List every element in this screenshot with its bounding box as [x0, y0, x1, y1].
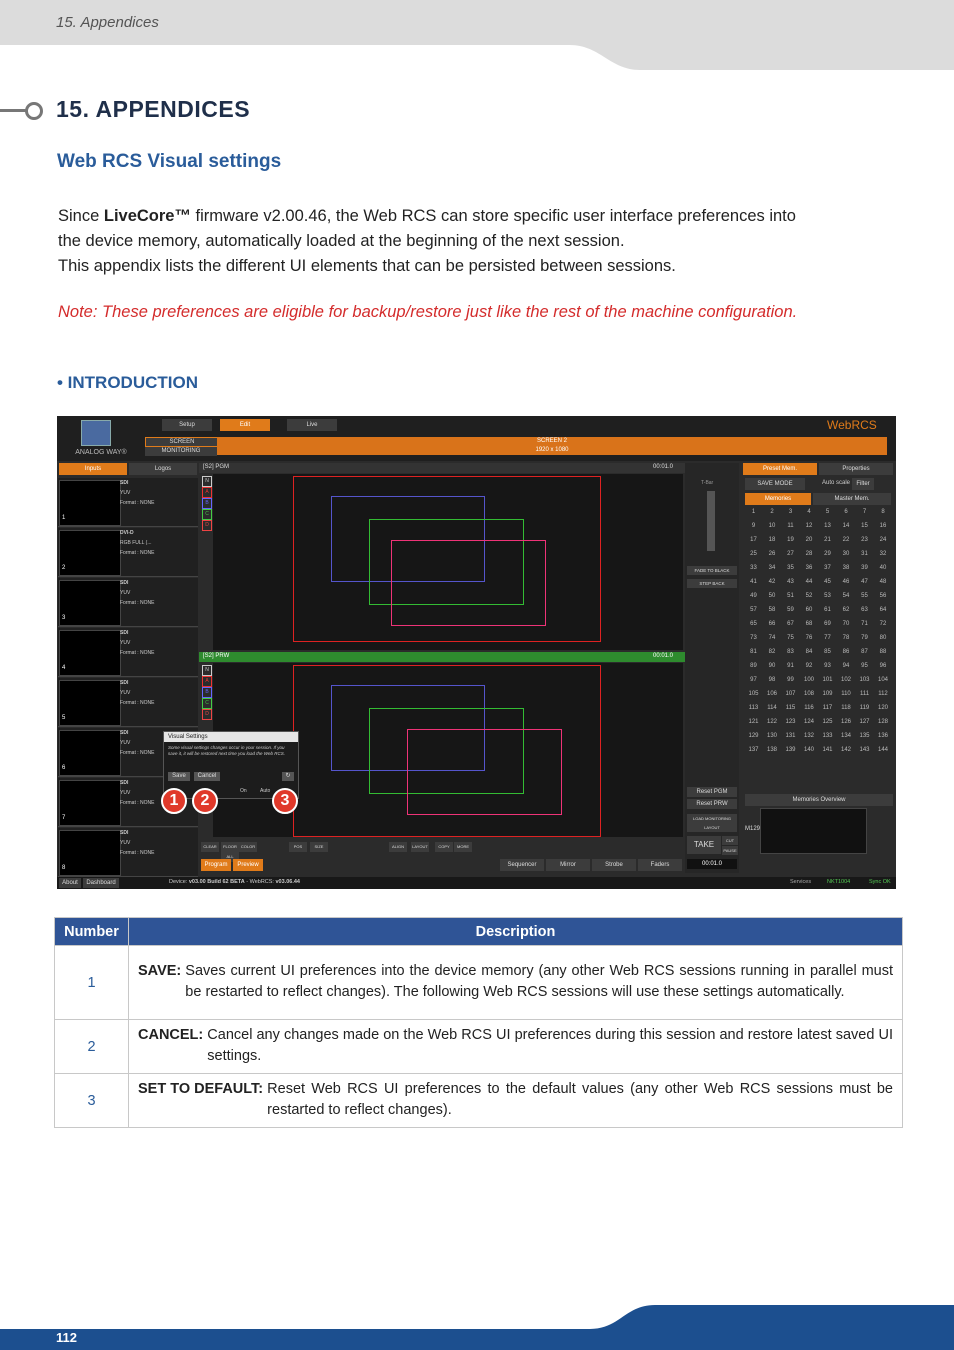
memory-cell[interactable]: 90: [768, 663, 776, 669]
layer-button[interactable]: D: [202, 709, 212, 720]
memory-cell[interactable]: 7: [862, 509, 867, 515]
memory-cell[interactable]: 121: [748, 719, 759, 725]
input-name: SDI: [120, 680, 129, 686]
tbar-slider[interactable]: [707, 491, 715, 551]
memory-cell[interactable]: 34: [768, 565, 776, 571]
memory-cell[interactable]: 107: [785, 691, 796, 697]
memory-cell[interactable]: 103: [859, 677, 870, 683]
input-name: SDI: [120, 480, 129, 486]
layer-button[interactable]: N: [202, 665, 212, 676]
prw-timecode: 00:01.0: [653, 653, 674, 659]
memory-cell[interactable]: 111: [859, 691, 870, 697]
callout-2: 2: [192, 788, 218, 814]
input-format: YUV: [120, 740, 131, 746]
memory-cell[interactable]: 33: [750, 565, 757, 571]
prw-label: [S2] PRW: [203, 653, 230, 659]
memory-cell[interactable]: 97: [750, 677, 757, 683]
memory-cell[interactable]: 35: [787, 565, 794, 571]
input-item[interactable]: [58, 628, 198, 677]
input-name: SDI: [120, 580, 129, 586]
dialog-cancel-button[interactable]: Cancel: [194, 772, 220, 781]
input-name: SDI: [120, 630, 129, 636]
dialog-reset-default-button[interactable]: ↻: [282, 772, 294, 781]
input-thumbnail: [59, 630, 121, 676]
memory-cell[interactable]: 11: [787, 523, 794, 529]
callout-3: 3: [272, 788, 298, 814]
description-table: [54, 917, 903, 1128]
memory-cell[interactable]: 114: [767, 705, 777, 711]
memory-cell[interactable]: 68: [805, 621, 813, 627]
memory-cell[interactable]: 39: [861, 565, 868, 571]
input-number: 1: [62, 515, 66, 521]
take-button[interactable]: TAKE: [687, 836, 721, 854]
memory-cell[interactable]: 115: [785, 705, 796, 711]
layer-button[interactable]: A: [202, 676, 212, 687]
input-status: Format : NONE: [120, 750, 155, 756]
memory-cell[interactable]: 105: [748, 691, 759, 697]
input-number: 6: [62, 765, 66, 771]
screen2-bar[interactable]: SCREEN 2 1920 x 1080: [217, 437, 887, 455]
nav-button[interactable]: Faders: [638, 859, 682, 871]
tab-setup[interactable]: Setup: [162, 419, 212, 431]
auto-scale-label[interactable]: Auto scale: [822, 480, 851, 486]
webrcs-logo: WebRCS: [827, 418, 877, 432]
input-number: 5: [62, 715, 66, 721]
tool-button[interactable]: ALIGN: [389, 842, 407, 852]
note-text: Note: These preferences are eligible for backup/restore just like the rest of the machine configuration.: [58, 303, 798, 321]
step-back-button[interactable]: STEP BACK: [687, 579, 737, 588]
memory-cell[interactable]: 4: [807, 509, 811, 515]
tool-button[interactable]: MORE: [454, 842, 472, 852]
input-name: SDI: [120, 780, 129, 786]
row-term: SAVE:: [138, 963, 182, 979]
memory-cell[interactable]: 112: [878, 691, 888, 697]
row-description: Cancel any changes made on the Web RCS UI preferences during this session and restore latest saved UI settings.: [207, 1027, 893, 1064]
tab-inputs[interactable]: Inputs: [59, 463, 127, 475]
memory-cell[interactable]: 99: [787, 677, 794, 683]
memory-cell[interactable]: 133: [822, 733, 833, 739]
page-number: 112: [56, 1330, 77, 1345]
memory-cell[interactable]: 58: [768, 607, 776, 613]
memory-cell[interactable]: 6: [844, 509, 848, 515]
memory-cell[interactable]: 131: [785, 733, 796, 739]
memory-cell[interactable]: 64: [879, 607, 887, 613]
memory-cell[interactable]: 23: [861, 537, 868, 543]
memory-cell[interactable]: 31: [861, 551, 868, 557]
row-number: 3: [55, 1074, 129, 1128]
memory-cell[interactable]: 63: [861, 607, 868, 613]
memory-cell[interactable]: 36: [805, 565, 813, 571]
input-status: Format : NONE: [120, 700, 155, 706]
nav-button[interactable]: Sequencer: [500, 859, 544, 871]
memory-cell[interactable]: 62: [842, 607, 850, 613]
memory-cell[interactable]: 55: [861, 593, 868, 599]
pause-button[interactable]: PAUSE: [723, 848, 737, 853]
input-format: RGB FULL (...: [120, 540, 152, 546]
memory-cell[interactable]: 127: [859, 719, 870, 725]
memory-cell[interactable]: 116: [804, 705, 814, 711]
dialog-message: Some visual settings changes occur in your session. If you save it, it will be restored next time you load the Web RCS.: [168, 745, 285, 756]
memory-cell[interactable]: 38: [842, 565, 850, 571]
memory-cell[interactable]: 141: [822, 747, 833, 753]
memory-cell[interactable]: 118: [841, 705, 851, 711]
memory-cell[interactable]: 49: [750, 593, 757, 599]
memory-cell[interactable]: 84: [805, 649, 813, 655]
memory-cell[interactable]: 82: [768, 649, 776, 655]
header-band: [0, 0, 954, 70]
memory-cell[interactable]: 93: [824, 663, 831, 669]
tool-button[interactable]: POS: [289, 842, 307, 852]
memory-cell[interactable]: 100: [803, 677, 814, 683]
memory-cell[interactable]: 104: [877, 677, 888, 683]
memory-cell[interactable]: 98: [768, 677, 776, 683]
memory-cell[interactable]: 101: [822, 677, 833, 683]
tab-preview[interactable]: Preview: [233, 859, 263, 871]
memory-cell[interactable]: 28: [805, 551, 813, 557]
input-thumbnail: [59, 580, 121, 626]
memory-cell[interactable]: 125: [822, 719, 833, 725]
header-description: Description: [129, 918, 903, 946]
dialog-option-on[interactable]: On: [240, 788, 247, 794]
memory-cell[interactable]: 87: [861, 649, 868, 655]
memory-cell[interactable]: 29: [824, 551, 831, 557]
memory-cell[interactable]: 85: [824, 649, 831, 655]
memory-cell[interactable]: 59: [787, 607, 794, 613]
input-number: 3: [62, 615, 66, 621]
input-item[interactable]: [58, 528, 198, 577]
input-status: Format : NONE: [120, 800, 155, 806]
services-label: Services: [790, 879, 812, 885]
memories-overview-header: Memories Overview: [745, 794, 893, 806]
tool-button[interactable]: COPY: [435, 842, 453, 852]
input-number: 2: [62, 565, 66, 571]
tab-preset-mem[interactable]: Preset Mem.: [743, 463, 817, 475]
memory-cell[interactable]: 17: [750, 537, 757, 543]
layer-button[interactable]: N: [202, 476, 212, 487]
row-description: Saves current UI preferences into the device memory (any other Web RCS sessions running in parallel must be restarted to reflect changes). The following Web RCS sessions will use these settings automatically.: [185, 963, 893, 1000]
memory-cell[interactable]: 47: [861, 579, 868, 585]
screen-label[interactable]: SCREEN: [145, 437, 219, 447]
memory-cell[interactable]: 138: [766, 747, 777, 753]
memory-cell[interactable]: 134: [840, 733, 851, 739]
row-term: SET TO DEFAULT:: [138, 1081, 264, 1097]
memory-cell[interactable]: 22: [842, 537, 850, 543]
memory-cell[interactable]: 128: [877, 719, 888, 725]
input-thumbnail: [59, 780, 121, 826]
table-row: [55, 1020, 903, 1074]
memory-cell[interactable]: 21: [824, 537, 831, 543]
memory-cell[interactable]: 72: [879, 621, 887, 627]
row-description: Reset Web RCS UI preferences to the default values (any other Web RCS sessions must be restarted to reflect changes).: [267, 1081, 893, 1118]
memory-cell[interactable]: 66: [768, 621, 776, 627]
memory-cell[interactable]: 30: [842, 551, 850, 557]
header-number: Number: [55, 918, 129, 946]
paragraph-1: Since LiveCore™ firmware v2.00.46, the Web RCS can store specific user interface preferences into the device memory, automatically loaded at the beginning of the next session. This appendix lists the different UI elements that can be persisted between sessions.: [58, 207, 796, 275]
monitoring-label[interactable]: MONITORING: [145, 447, 217, 456]
memory-cell[interactable]: 48: [879, 579, 887, 585]
table-row: [55, 1074, 903, 1128]
fade-to-black-button[interactable]: FADE TO BLACK: [687, 566, 737, 575]
memory-cell[interactable]: 113: [748, 705, 759, 711]
input-thumbnail: [59, 730, 121, 776]
pgm-label: [S2] PGM: [203, 464, 230, 470]
pgm-monitor[interactable]: [213, 474, 683, 650]
product-name: LiveCore™: [103, 207, 191, 225]
input-item[interactable]: [58, 478, 198, 527]
tab-memories[interactable]: Memories: [745, 493, 811, 505]
tab-program[interactable]: Program: [201, 859, 231, 871]
memory-cell[interactable]: 91: [787, 663, 794, 669]
input-number: 7: [62, 815, 66, 821]
footer-band: [0, 1300, 954, 1350]
dialog-title: Visual Settings: [164, 732, 298, 742]
about-button[interactable]: About: [59, 878, 81, 888]
memory-cell[interactable]: 70: [842, 621, 850, 627]
input-format: YUV: [120, 590, 131, 596]
memory-cell[interactable]: 10: [768, 523, 776, 529]
analog-way-logo: [81, 420, 111, 446]
memory-cell[interactable]: 43: [787, 579, 794, 585]
layer-button[interactable]: B: [202, 498, 212, 509]
memory-cell[interactable]: 94: [842, 663, 850, 669]
tbar-label: T-Bar: [701, 480, 714, 486]
dashboard-button[interactable]: Dashboard: [83, 878, 119, 888]
memory-cell[interactable]: 139: [785, 747, 796, 753]
memory-cell[interactable]: 26: [768, 551, 776, 557]
section-title: 15. APPENDICES: [56, 96, 251, 122]
memory-cell[interactable]: 117: [822, 705, 833, 711]
memory-cell[interactable]: 109: [822, 691, 833, 697]
memory-cell[interactable]: 46: [842, 579, 850, 585]
memory-cell[interactable]: 80: [879, 635, 887, 641]
memory-cell[interactable]: 27: [787, 551, 794, 557]
layer-button[interactable]: A: [202, 487, 212, 498]
memory-cell[interactable]: 14: [842, 523, 850, 529]
memory-cell[interactable]: 12: [805, 523, 813, 529]
memory-cell[interactable]: 79: [861, 635, 868, 641]
memory-cell[interactable]: 135: [859, 733, 870, 739]
memory-cell[interactable]: 76: [805, 635, 813, 641]
memory-cell[interactable]: 52: [805, 593, 813, 599]
memories-overview-preview: [760, 808, 867, 854]
row-number: 2: [55, 1020, 129, 1074]
memory-cell[interactable]: 75: [787, 635, 794, 641]
pgm-timecode: 00:01.0: [653, 464, 674, 470]
input-format: YUV: [120, 790, 131, 796]
memory-cell[interactable]: 18: [768, 537, 776, 543]
memory-cell[interactable]: 81: [750, 649, 757, 655]
nkt-label: NKT1004: [827, 879, 851, 885]
sync-label: Sync OK: [869, 879, 891, 885]
input-thumbnail: [59, 530, 121, 576]
memory-cell[interactable]: 132: [803, 733, 814, 739]
brand-label: ANALOG WAY®: [75, 449, 127, 456]
memory-cell[interactable]: 137: [748, 747, 759, 753]
reset-pgm-button[interactable]: Reset PGM: [687, 787, 737, 797]
input-name: SDI: [120, 830, 129, 836]
dialog-option-auto[interactable]: Auto: [260, 788, 271, 794]
memory-cell[interactable]: 83: [787, 649, 794, 655]
tab-live[interactable]: Live: [287, 419, 337, 431]
memory-cell[interactable]: 51: [787, 593, 794, 599]
memory-cell[interactable]: 96: [879, 663, 887, 669]
input-name: DVI-D: [120, 530, 134, 536]
cut-button[interactable]: CUT: [722, 836, 738, 845]
memory-cell[interactable]: 142: [840, 747, 851, 753]
memory-cell[interactable]: 88: [879, 649, 887, 655]
tool-button[interactable]: FLOOR ALL: [221, 842, 239, 862]
memory-cell[interactable]: 61: [824, 607, 831, 613]
memory-cell[interactable]: 102: [840, 677, 851, 683]
save-mode-button[interactable]: SAVE MODE: [745, 478, 805, 490]
memory-cell[interactable]: 53: [824, 593, 831, 599]
memory-cell[interactable]: 37: [824, 565, 831, 571]
memory-cell[interactable]: 69: [824, 621, 831, 627]
introduction-heading: • INTRODUCTION: [57, 373, 198, 392]
memory-cell[interactable]: 32: [879, 551, 887, 557]
input-name: SDI: [120, 730, 129, 736]
input-item[interactable]: [58, 578, 198, 627]
memory-cell[interactable]: 42: [768, 579, 776, 585]
filter-button[interactable]: Filter: [852, 478, 874, 490]
input-number: 4: [62, 665, 66, 671]
tool-button[interactable]: LAYOUT: [411, 842, 429, 852]
input-status: Format : NONE: [120, 650, 155, 656]
memory-cell[interactable]: 129: [748, 733, 759, 739]
input-status: Format : NONE: [120, 600, 155, 606]
input-number: 8: [62, 865, 66, 871]
memory-cell[interactable]: 71: [861, 621, 868, 627]
memory-cell[interactable]: 57: [750, 607, 757, 613]
memory-cell[interactable]: 86: [842, 649, 850, 655]
reset-prw-button[interactable]: Reset PRW: [687, 799, 737, 809]
memory-cell[interactable]: 13: [824, 523, 831, 529]
memory-cell[interactable]: 95: [861, 663, 868, 669]
nav-button[interactable]: Mirror: [546, 859, 590, 871]
memory-cell[interactable]: 130: [766, 733, 777, 739]
device-version: Device: v03.00 Build 62 BETA - WebRCS: v03.06.44: [169, 879, 300, 885]
input-thumbnail: [59, 680, 121, 726]
memory-cell[interactable]: 77: [824, 635, 831, 641]
tab-properties[interactable]: Properties: [819, 463, 893, 475]
input-status: Format : NONE: [120, 850, 155, 856]
row-term: CANCEL:: [138, 1027, 204, 1043]
memory-cell[interactable]: 106: [766, 691, 777, 697]
memory-cell[interactable]: 9: [751, 523, 756, 529]
memory-cell[interactable]: 3: [788, 509, 793, 515]
input-thumbnail: [59, 830, 121, 876]
memory-cell[interactable]: 24: [879, 537, 887, 543]
input-format: YUV: [120, 840, 131, 846]
input-item[interactable]: [58, 828, 198, 877]
tab-edit[interactable]: Edit: [220, 419, 270, 431]
memory-cell[interactable]: 45: [824, 579, 831, 585]
memory-cell[interactable]: 67: [787, 621, 794, 627]
memories-overview-label: M129: [745, 826, 761, 832]
memory-cell[interactable]: 19: [787, 537, 794, 543]
memory-cell[interactable]: 108: [803, 691, 814, 697]
memory-cell[interactable]: 40: [879, 565, 887, 571]
memory-cell[interactable]: 16: [879, 523, 887, 529]
layer-button[interactable]: D: [202, 520, 212, 531]
layer-button[interactable]: B: [202, 687, 212, 698]
input-item[interactable]: [58, 678, 198, 727]
memory-cell[interactable]: 5: [825, 509, 830, 515]
memory-cell[interactable]: 74: [768, 635, 776, 641]
tool-button[interactable]: CLEAR: [201, 842, 219, 852]
webrcs-screenshot: [57, 416, 896, 889]
input-format: YUV: [120, 690, 131, 696]
memory-cell[interactable]: 2: [770, 509, 774, 515]
memory-cell[interactable]: 65: [750, 621, 757, 627]
memory-cell[interactable]: 56: [879, 593, 887, 599]
memory-cell[interactable]: 60: [805, 607, 813, 613]
memory-cell[interactable]: 92: [805, 663, 813, 669]
input-status: Format : NONE: [120, 500, 155, 506]
table-row: [55, 946, 903, 1020]
memory-cell[interactable]: 123: [785, 719, 796, 725]
tool-button[interactable]: COLOR: [239, 842, 257, 852]
nav-button[interactable]: Strobe: [592, 859, 636, 871]
memory-cell[interactable]: 44: [805, 579, 813, 585]
row-number: 1: [55, 946, 129, 1020]
layer-button[interactable]: C: [202, 698, 212, 709]
dialog-save-button[interactable]: Save: [168, 772, 190, 781]
memory-cell[interactable]: 124: [803, 719, 814, 725]
memory-cell[interactable]: 73: [750, 635, 757, 641]
load-monitoring-button[interactable]: LOAD MONITORING LAYOUT: [687, 814, 737, 832]
memory-cell[interactable]: 144: [877, 747, 888, 753]
tab-logos[interactable]: Logos: [129, 463, 197, 475]
transition-time: 00:01.0: [687, 859, 737, 869]
memory-cell[interactable]: 41: [750, 579, 757, 585]
memory-cell[interactable]: 122: [766, 719, 777, 725]
memory-cell[interactable]: 50: [768, 593, 776, 599]
memory-cell[interactable]: 143: [859, 747, 870, 753]
heading-ring-decoration: [25, 102, 43, 120]
input-format: YUV: [120, 640, 131, 646]
callout-1: 1: [161, 788, 187, 814]
memory-cell[interactable]: 119: [859, 705, 870, 711]
memory-cell[interactable]: 8: [881, 509, 885, 515]
heading-line-decoration: [0, 109, 28, 112]
memory-cell[interactable]: 15: [861, 523, 868, 529]
running-title: 15. Appendices: [56, 14, 159, 31]
memory-cell[interactable]: 54: [842, 593, 850, 599]
memory-cell[interactable]: 20: [805, 537, 813, 543]
memory-cell[interactable]: 1: [751, 509, 756, 515]
input-format: YUV: [120, 490, 131, 496]
tool-button[interactable]: SIZE: [310, 842, 328, 852]
memory-cell[interactable]: 120: [877, 705, 888, 711]
input-status: Format : NONE: [120, 550, 155, 556]
memory-cell[interactable]: 89: [750, 663, 757, 669]
layer-button[interactable]: C: [202, 509, 212, 520]
memory-cell[interactable]: 78: [842, 635, 850, 641]
memory-cell[interactable]: 110: [841, 691, 851, 697]
memory-cell[interactable]: 140: [803, 747, 814, 753]
memory-cell[interactable]: 126: [840, 719, 851, 725]
tab-master-mem[interactable]: Master Mem.: [813, 493, 891, 505]
section-subtitle: Web RCS Visual settings: [57, 151, 282, 172]
memory-cell[interactable]: 25: [750, 551, 757, 557]
memory-cell[interactable]: 136: [877, 733, 888, 739]
input-thumbnail: [59, 480, 121, 526]
